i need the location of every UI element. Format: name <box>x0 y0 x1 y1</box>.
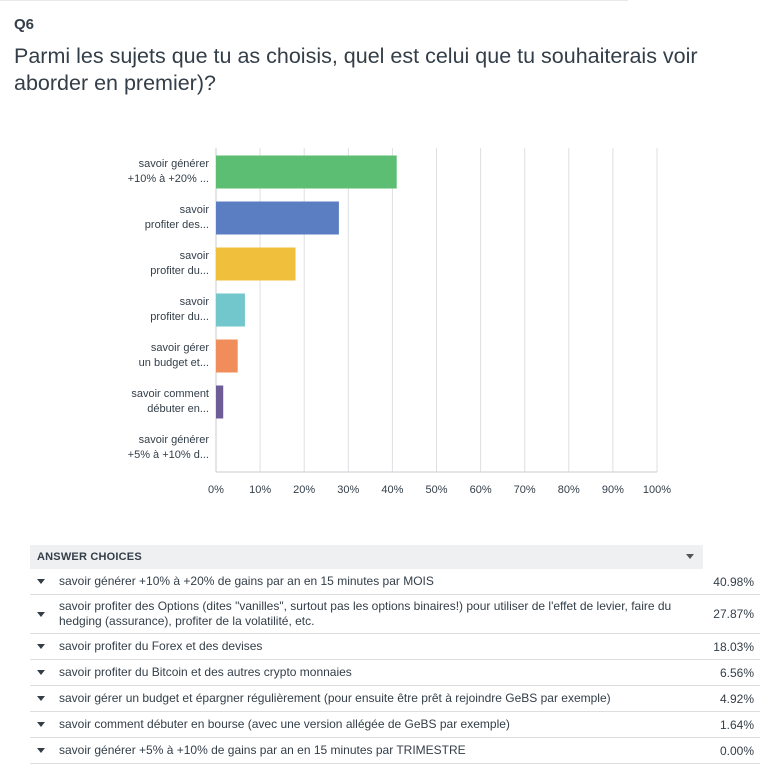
category-label: +10% à +20% ... <box>127 173 209 185</box>
table-row <box>30 595 760 634</box>
x-tick-label: 100% <box>642 484 672 496</box>
answer-percentage: 18.03% <box>713 639 754 654</box>
category-label: savoir générer <box>138 434 209 446</box>
category-label: savoir <box>179 296 209 308</box>
answer-choice-label: savoir générer +10% à +20% de gains par an en 15 minutes par MOIS <box>59 574 434 588</box>
bar <box>216 386 223 419</box>
answer-percentage: 27.87% <box>713 607 754 621</box>
answer-choice-label: savoir profiter des Options (dites "vanilles", surtout pas les options binaires!) pour utiliser de l'effet de levier, faire du hedging (assurance), profiter de la volatilité, etc. <box>59 599 672 628</box>
category-label: profiter du... <box>150 265 209 277</box>
x-tick-label: 10% <box>249 484 272 496</box>
answer-percentage: 0.00% <box>719 743 754 758</box>
expand-caret-icon[interactable] <box>37 722 45 727</box>
category-label: savoir comment <box>131 388 209 400</box>
category-label: savoir <box>179 250 209 262</box>
expand-caret-icon[interactable] <box>37 748 45 753</box>
category-label: un budget et... <box>138 357 209 369</box>
answer-percentage: 6.56% <box>719 665 754 680</box>
answer-choice-label: savoir comment débuter en bourse (avec une version allégée de GeBS par exemple) <box>59 717 510 731</box>
table-row <box>30 569 760 595</box>
answer-choice-label: savoir profiter du Bitcoin et des autres crypto monnaies <box>59 665 352 679</box>
category-label: savoir <box>179 204 209 216</box>
question-title: Parmi les sujets que tu as choisis, quel est celui que tu souhaiterais voir aborder en premier)? <box>14 44 698 95</box>
answer-rows <box>30 569 760 764</box>
question-number: Q6 <box>14 16 35 33</box>
x-tick-label: 70% <box>513 484 536 496</box>
expand-caret-icon[interactable] <box>37 612 45 617</box>
category-label: +5% à +10% d... <box>127 449 209 461</box>
table-row <box>30 712 760 738</box>
table-row <box>30 738 760 764</box>
answer-percentage: 4.92% <box>719 691 754 706</box>
expand-caret-icon[interactable] <box>37 670 45 675</box>
expand-caret-icon[interactable] <box>37 579 45 584</box>
expand-caret-icon[interactable] <box>37 644 45 649</box>
answer-choice-label: savoir gérer un budget et épargner régulièrement (pour ensuite être prêt à rejoindre GeBS par exemple) <box>59 691 611 705</box>
bar <box>216 202 339 235</box>
category-label: savoir gérer <box>150 342 209 354</box>
x-tick-label: 0% <box>208 484 224 496</box>
category-label: profiter du... <box>150 311 209 323</box>
bar <box>216 248 296 281</box>
answer-choices-header: ANSWER CHOICES <box>37 551 142 563</box>
category-label: savoir générer <box>138 158 209 170</box>
bar <box>216 294 245 327</box>
answer-choice-label: savoir profiter du Forex et des devises <box>59 639 263 653</box>
x-tick-label: 50% <box>425 484 448 496</box>
table-row <box>30 686 760 712</box>
table-row <box>30 634 760 660</box>
expand-caret-icon[interactable] <box>37 696 45 701</box>
x-tick-label: 90% <box>601 484 624 496</box>
x-tick-label: 60% <box>469 484 492 496</box>
sort-caret-icon[interactable] <box>686 554 694 559</box>
answer-table-header[interactable] <box>30 545 703 569</box>
x-tick-label: 30% <box>337 484 360 496</box>
answer-choice-label: savoir générer +5% à +10% de gains par an en 15 minutes par TRIMESTRE <box>59 743 466 757</box>
answer-table <box>30 545 760 764</box>
x-tick-label: 40% <box>381 484 404 496</box>
x-tick-label: 80% <box>557 484 580 496</box>
x-tick-label: 20% <box>293 484 316 496</box>
category-label: débuter en... <box>147 403 209 415</box>
bar <box>216 156 397 189</box>
bar <box>216 340 238 373</box>
table-row <box>30 660 760 686</box>
category-label: profiter des... <box>144 219 209 231</box>
answer-percentage: 1.64% <box>719 717 754 732</box>
answer-percentage: 40.98% <box>713 574 754 589</box>
